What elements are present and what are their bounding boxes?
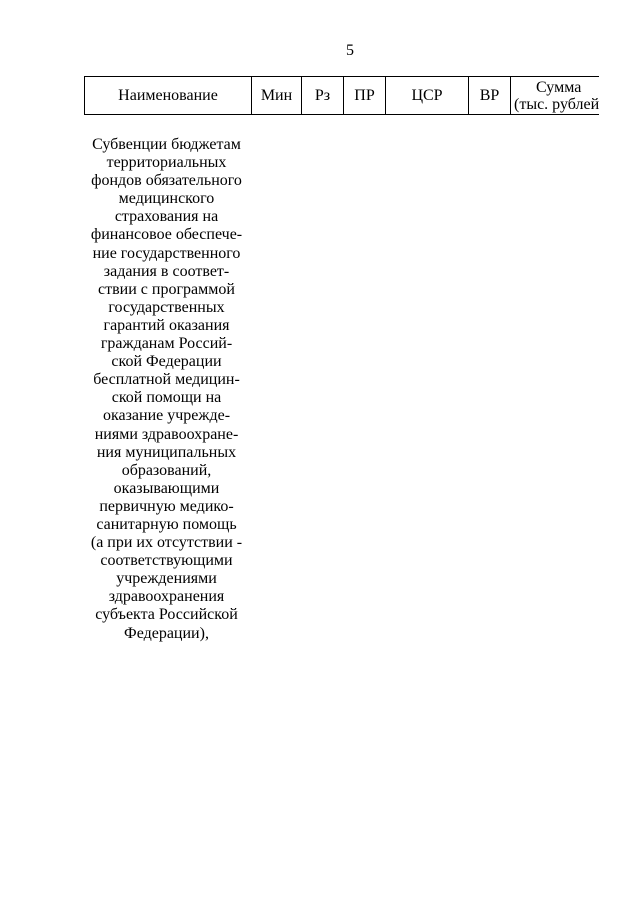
description-line: здравоохранения bbox=[108, 588, 225, 606]
description-line: государственных bbox=[108, 298, 225, 316]
description-line: Субвенции бюджетам bbox=[92, 136, 241, 153]
description-line: оказывающими bbox=[113, 479, 220, 497]
description-line: медицинского bbox=[118, 190, 215, 208]
description-line: учреждениями bbox=[116, 570, 217, 588]
column-header-min: Мин bbox=[252, 77, 302, 115]
header-row bbox=[85, 77, 600, 115]
page-number: 5 bbox=[346, 42, 354, 59]
column-header-csr: ЦСР bbox=[386, 77, 469, 115]
sum-header-line1: Сумма bbox=[536, 78, 582, 96]
column-header-name: Наименование bbox=[85, 77, 252, 115]
description-line: бесплатной медицин- bbox=[93, 371, 240, 389]
description-line: финансовое обеспече- bbox=[90, 226, 243, 244]
column-header-vr: ВР bbox=[469, 77, 511, 115]
description-line: гарантий оказания bbox=[103, 316, 230, 334]
description-line: оказание учрежде- bbox=[102, 407, 231, 425]
description-line: ние государственного bbox=[92, 244, 241, 262]
column-header-pr: ПР bbox=[344, 77, 386, 115]
description-line: ской Федерации bbox=[111, 353, 222, 371]
column-header-sum bbox=[511, 77, 600, 115]
description-line: ниями здравоохране- bbox=[94, 425, 239, 443]
description-line: страхования на bbox=[114, 208, 219, 226]
description-line: фондов обязательного bbox=[91, 172, 242, 190]
description-line: ской помощи на bbox=[111, 389, 222, 407]
description-line: соответствующими bbox=[100, 552, 233, 570]
description-line: (а при их отсутствии - bbox=[90, 534, 243, 552]
description-line: первичную медико- bbox=[99, 497, 234, 515]
item-description bbox=[84, 136, 249, 643]
description-line: территориальных bbox=[106, 154, 227, 172]
budget-table-header bbox=[84, 76, 599, 115]
description-line: ния муниципальных bbox=[96, 443, 237, 461]
sum-header-line2: (тыс. рублей bbox=[514, 95, 600, 113]
description-line: образований, bbox=[121, 461, 212, 479]
description-line: задания в соответ- bbox=[103, 262, 230, 280]
description-line: гражданам Россий- bbox=[100, 335, 233, 353]
column-header-rz: Рз bbox=[302, 77, 344, 115]
description-line: субъекта Российской bbox=[95, 606, 238, 624]
description-line: санитарную помощь bbox=[96, 515, 237, 533]
description-line: ствии с программой bbox=[98, 280, 235, 298]
description-line: Федерации), bbox=[124, 624, 209, 642]
